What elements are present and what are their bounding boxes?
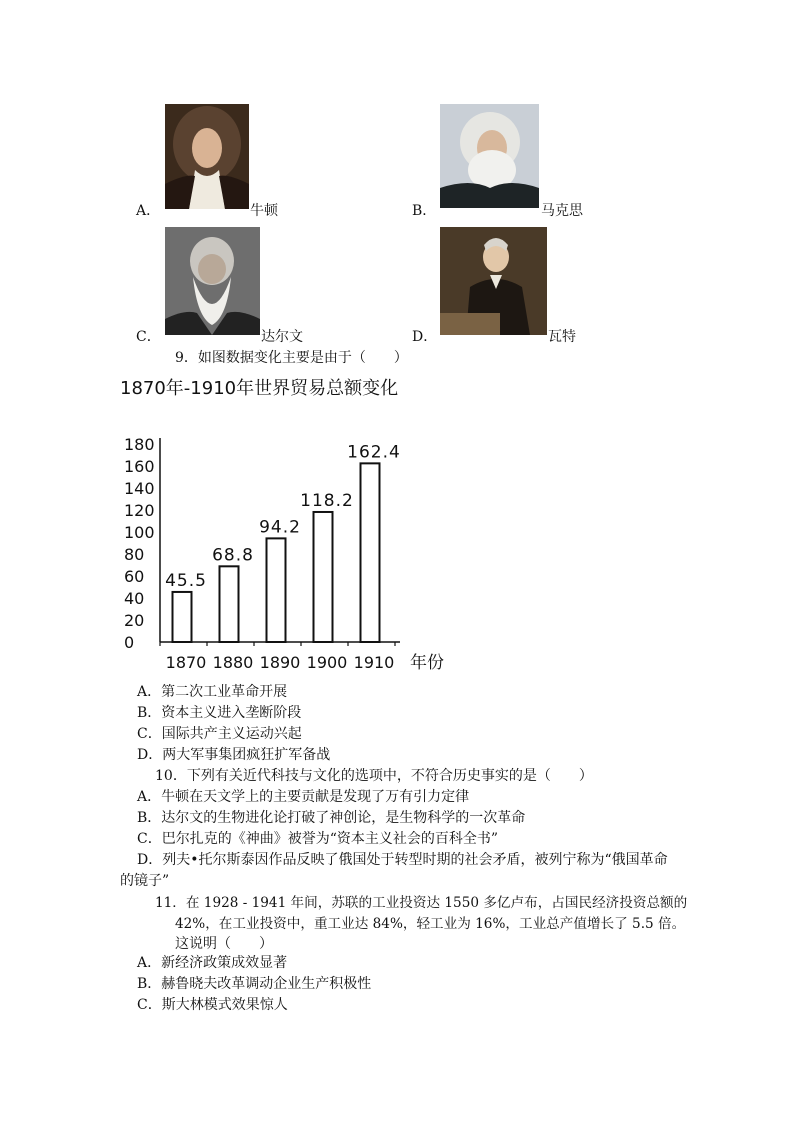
- q10-option-c: C．巴尔扎克的《神曲》被誉为“资本主义社会的百科全书”: [137, 831, 499, 847]
- bar: [314, 512, 333, 642]
- data-label: 94.2: [259, 517, 301, 538]
- q11-stem-line3: 这说明（ ）: [175, 936, 273, 952]
- q10-option-d-continued: 的镜子”: [120, 873, 170, 889]
- q11-option-c: C．斯大林模式效果惊人: [137, 997, 288, 1013]
- option-b-letter: B．: [412, 203, 437, 219]
- y-tick-label: 160: [124, 457, 155, 476]
- data-label: 118.2: [300, 490, 354, 511]
- x-tick-label: 1890: [259, 653, 301, 672]
- q9-option-a: A．第二次工业革命开展: [137, 684, 288, 700]
- x-tick-label: 1870: [165, 653, 207, 672]
- bar-chart: [110, 428, 470, 678]
- newton-portrait: [165, 104, 249, 209]
- q10-option-d: D．列夫•托尔斯泰因作品反映了俄国处于转型时期的社会矛盾，被列宁称为“俄国革命: [137, 852, 668, 868]
- q11-option-a: A．新经济政策成效显著: [137, 955, 288, 971]
- q10-stem: 10．下列有关近代科技与文化的选项中，不符合历史事实的是（ ）: [155, 768, 593, 784]
- y-tick-label: 40: [124, 589, 145, 608]
- q11-option-b: B．赫鲁晓夫改革调动企业生产积极性: [137, 976, 372, 992]
- option-d-letter: D．: [412, 329, 438, 345]
- watt-portrait: [440, 227, 547, 335]
- bar: [220, 566, 239, 642]
- chart-title: 1870年-1910年世界贸易总额变化: [120, 378, 399, 399]
- option-c-name: 达尔文: [261, 329, 303, 345]
- y-tick-label: 180: [124, 435, 155, 454]
- y-tick-label: 60: [124, 567, 145, 586]
- q11-stem-line2: 42%，在工业投资中，重工业达 84%，轻工业为 16%，工业总产值增长了 5.5 倍。: [175, 916, 686, 932]
- q10-option-a: A．牛顿在天文学上的主要贡献是发现了万有引力定律: [137, 789, 470, 805]
- option-c-letter: C．: [136, 329, 161, 345]
- option-d-name: 瓦特: [548, 329, 576, 345]
- x-tick-label: 1900: [306, 653, 348, 672]
- marx-portrait: [440, 104, 539, 208]
- q9-stem: 9．如图数据变化主要是由于（ ）: [175, 350, 408, 366]
- option-b-name: 马克思: [541, 203, 583, 219]
- q11-stem-line1: 11．在 1928 - 1941 年间，苏联的工业投资达 1550 多亿卢布，占国民经济投资总额的: [155, 895, 688, 911]
- q10-option-b: B．达尔文的生物进化论打破了神创论，是生物科学的一次革命: [137, 810, 526, 826]
- bar: [361, 463, 380, 642]
- bar: [267, 538, 286, 642]
- x-axis-label: 年份: [410, 653, 444, 673]
- y-tick-label: 100: [124, 523, 155, 542]
- y-tick-label: 120: [124, 501, 155, 520]
- y-tick-label: 140: [124, 479, 155, 498]
- x-tick-label: 1910: [353, 653, 395, 672]
- data-label: 162.4: [347, 442, 401, 463]
- q9-option-d: D．两大军事集团疯狂扩军备战: [137, 747, 331, 763]
- y-tick-label: 80: [124, 545, 145, 564]
- q9-option-c: C．国际共产主义运动兴起: [137, 726, 302, 742]
- y-tick-label: 20: [124, 611, 145, 630]
- x-tick-label: 1880: [212, 653, 254, 672]
- option-a-letter: A．: [136, 203, 161, 219]
- data-label: 45.5: [165, 570, 207, 591]
- q9-option-b: B．资本主义进入垄断阶段: [137, 705, 302, 721]
- darwin-portrait: [165, 227, 260, 335]
- y-tick-label: 0: [124, 633, 135, 652]
- option-a-name: 牛顿: [250, 203, 278, 219]
- data-label: 68.8: [212, 545, 254, 566]
- bar: [173, 592, 192, 642]
